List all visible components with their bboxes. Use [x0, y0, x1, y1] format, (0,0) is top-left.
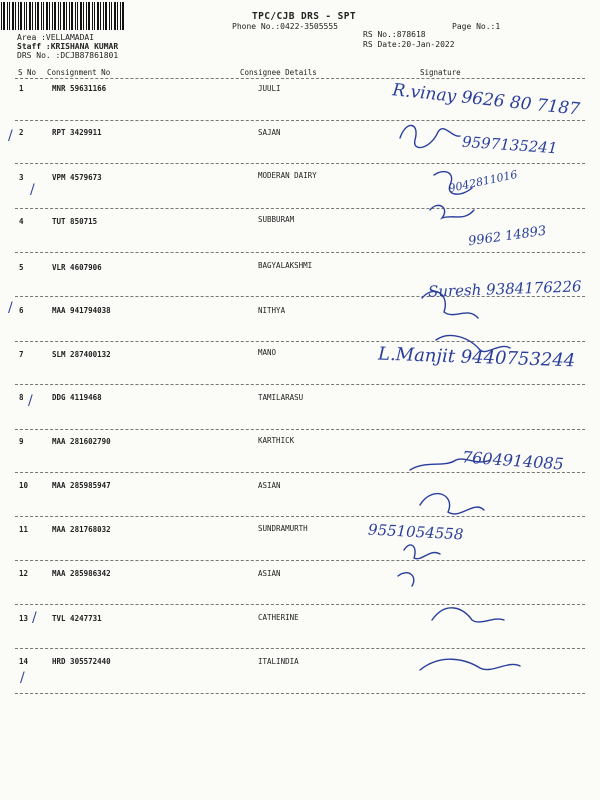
consignment-number: HRD 305572440: [52, 657, 111, 666]
row-number: 9: [19, 437, 24, 446]
col-header-consignee: Consignee Details: [240, 68, 317, 77]
consignment-number: MAA 285986342: [52, 569, 111, 578]
row-number: 11: [19, 525, 29, 534]
row-number: 4: [19, 217, 24, 226]
consignee-name: NITHYA: [258, 306, 286, 315]
row-number: 1: [19, 84, 24, 93]
col-header-sno: S No: [18, 68, 37, 77]
barcode-image: [0, 0, 128, 32]
consignee-name: SAJAN: [258, 128, 281, 137]
drs-number: DRS No. :DCJB87861801: [17, 51, 119, 60]
check-mark: /: [30, 182, 35, 198]
consignment-number: MAA 281602790: [52, 437, 111, 446]
consignment-number: VPM 4579673: [52, 173, 102, 182]
col-header-signature: Signature: [420, 68, 461, 77]
rs-number: RS No.:878618: [363, 30, 426, 39]
signature-handwriting: 9042811016: [447, 167, 519, 196]
signature-handwriting: 7604914085: [461, 447, 565, 474]
row-number: 13: [19, 614, 29, 623]
check-mark: /: [8, 300, 13, 316]
signature-handwriting: Suresh 9384176226: [427, 277, 582, 301]
row-number: 3: [19, 173, 24, 182]
consignment-number: DDG 4119468: [52, 393, 102, 402]
consignment-number: MAA 285985947: [52, 481, 111, 490]
row-number: 7: [19, 350, 24, 359]
row-number: 14: [19, 657, 29, 666]
consignment-number: SLM 287400132: [52, 350, 111, 359]
signature-handwriting: L.Manjit 9440753244: [377, 343, 576, 372]
row-number: 8: [19, 393, 24, 402]
consignee-name: ASIAN: [258, 481, 281, 490]
phone-number: Phone No.:0422-3505555: [232, 22, 338, 31]
col-header-consignment: Consignment No: [47, 68, 111, 77]
check-mark: /: [28, 393, 33, 409]
consignee-name: BAGYALAKSHMI: [258, 261, 313, 270]
consignment-number: RPT 3429911: [52, 128, 102, 137]
page-number: Page No.:1: [452, 22, 501, 31]
row-number: 12: [19, 569, 29, 578]
consignment-number: MNR 59631166: [52, 84, 107, 93]
check-mark: /: [20, 670, 25, 686]
staff-field: Staff :KRISHANA KUMAR: [17, 42, 119, 51]
consignee-name: KARTHICK: [258, 436, 295, 445]
consignment-number: VLR 4607906: [52, 263, 102, 272]
header-rule: [15, 78, 585, 79]
check-mark: /: [8, 128, 13, 144]
consignee-name: SUNDRAMURTH: [258, 524, 308, 533]
signature-handwriting: 9551054558: [367, 520, 464, 544]
consignee-name: JUULI: [258, 84, 281, 93]
consignment-number: TVL 4247731: [52, 614, 102, 623]
signature-handwriting: 9597135241: [461, 132, 558, 158]
consignee-name: MANO: [258, 348, 277, 357]
consignee-name: ASIAN: [258, 569, 281, 578]
row-number: 10: [19, 481, 29, 490]
consignee-name: ITALINDIA: [258, 657, 299, 666]
consignment-number: MAA 281768032: [52, 525, 111, 534]
row-number: 2: [19, 128, 24, 137]
consignee-name: MODERAN DAIRY: [258, 171, 317, 180]
consignee-name: SUBBURAM: [258, 215, 295, 224]
rs-date: RS Date:20-Jan-2022: [363, 40, 455, 49]
report-title: TPC/CJB DRS - SPT: [252, 11, 357, 22]
check-mark: /: [32, 610, 37, 626]
consignment-number: TUT 850715: [52, 217, 98, 226]
area-field: Area :VELLAMADAI: [17, 33, 95, 42]
row-number: 5: [19, 263, 24, 272]
consignee-name: TAMILARASU: [258, 393, 304, 402]
signature-marks: [360, 80, 600, 700]
consignee-name: CATHERINE: [258, 613, 299, 622]
row-number: 6: [19, 306, 24, 315]
signature-handwriting: 9962 14893: [467, 223, 548, 250]
signature-handwriting: R.vinay 9626 80 7187: [391, 80, 581, 120]
consignment-number: MAA 941794038: [52, 306, 111, 315]
